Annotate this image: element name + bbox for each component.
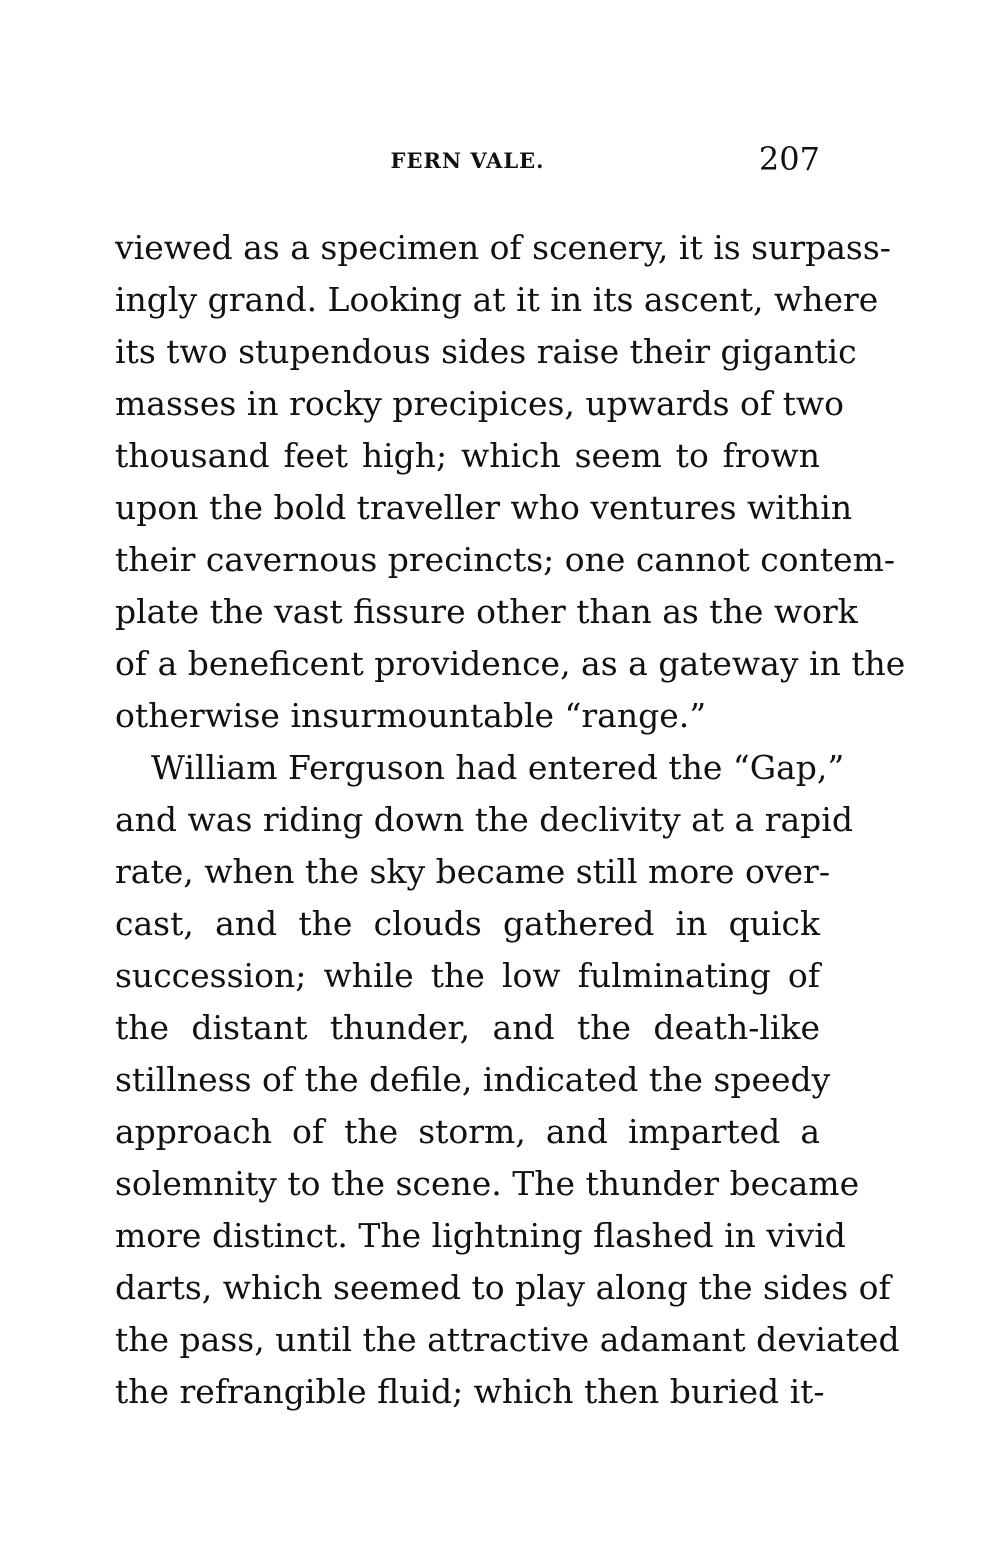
text-line: William Ferguson had entered the “Gap,” [151, 748, 845, 787]
paragraph-2 [115, 742, 900, 1418]
running-head [115, 140, 820, 184]
text-line: rate, when the sky became still more over- [115, 852, 830, 891]
page-number: 207 [758, 140, 820, 178]
text-line: the distant thunder, and the death-like [115, 1008, 820, 1047]
text-line: cast, and the clouds gathered in quick [115, 904, 820, 943]
text-line: succession; while the low fulminating of [115, 956, 820, 995]
text-line: ingly grand. Looking at it in its ascent, where [115, 280, 879, 319]
text-line: approach of the storm, and imparted a [115, 1112, 820, 1151]
text-line: and was riding down the declivity at a rapid [115, 800, 853, 839]
text-line: its two stupendous sides raise their gigantic [115, 332, 857, 371]
text-line: viewed as a specimen of scenery, it is surpass- [115, 228, 891, 267]
running-title: FERN VALE. [390, 148, 545, 173]
text-line: plate the vast fissure other than as the work [115, 592, 858, 631]
text-line: the pass, until the attractive adamant deviated [115, 1320, 900, 1359]
text-line: otherwise insurmountable “range.” [115, 696, 707, 735]
text-line: upon the bold traveller who ventures within [115, 488, 853, 527]
text-line: thousand feet high; which seem to frown [115, 436, 820, 475]
paragraph-1 [115, 222, 906, 742]
text-line: more distinct. The lightning flashed in vivid [115, 1216, 846, 1255]
text-line: the refrangible fluid; which then buried it- [115, 1372, 825, 1411]
text-line: of a beneficent providence, as a gateway in the [115, 644, 906, 683]
text-line: their cavernous precincts; one cannot contem- [115, 540, 896, 579]
text-line: darts, which seemed to play along the sides of [115, 1268, 891, 1307]
text-line: stillness of the defile, indicated the speedy [115, 1060, 831, 1099]
body-text [115, 222, 906, 1418]
text-line: masses in rocky precipices, upwards of two [115, 384, 844, 423]
text-line: solemnity to the scene. The thunder became [115, 1164, 860, 1203]
